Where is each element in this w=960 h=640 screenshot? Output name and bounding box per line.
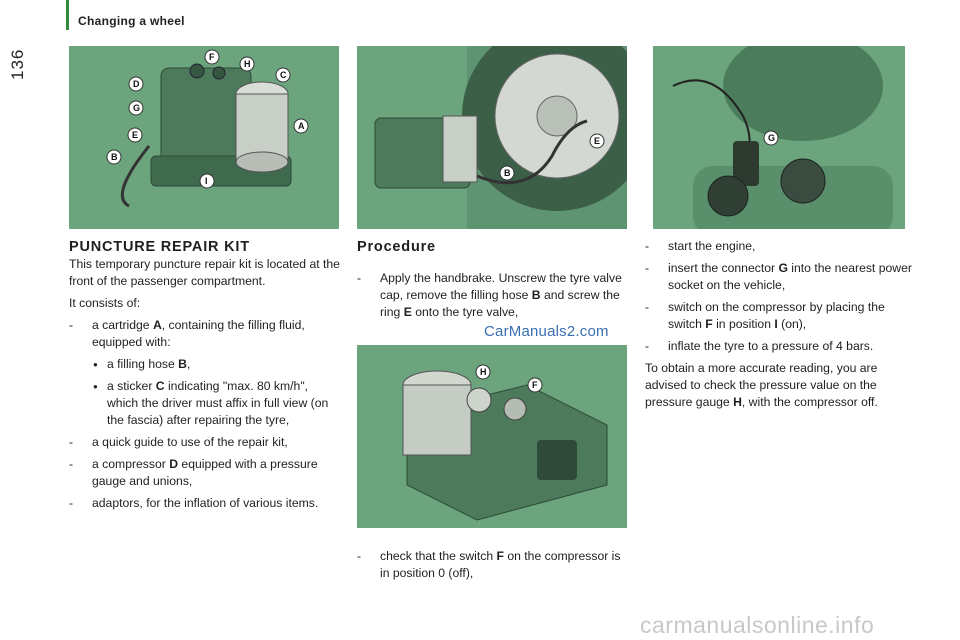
compressor-kit-illustration bbox=[69, 46, 339, 229]
list-item: - a quick guide to use of the repair kit, bbox=[69, 434, 341, 451]
list-item: ● a filling hose B, bbox=[69, 356, 341, 373]
wheel-hose-illustration bbox=[357, 46, 627, 229]
compressor-switch-illustration bbox=[357, 345, 627, 528]
svg-text:E: E bbox=[594, 136, 601, 146]
pressure-note: To obtain a more accurate reading, you are advised to check the pressure value on the pressure gauge H, with the compressor off. bbox=[645, 361, 878, 409]
watermark-link[interactable]: CarManuals2.com bbox=[484, 323, 609, 340]
procedure-steps-right bbox=[645, 238, 915, 416]
procedure-continued bbox=[357, 548, 627, 587]
figure-compressor-switch bbox=[357, 345, 627, 528]
list-item: - start the engine, bbox=[645, 238, 915, 255]
svg-text:D: D bbox=[133, 79, 140, 89]
procedure-title: Procedure bbox=[357, 239, 436, 255]
figure-compressor-kit bbox=[69, 46, 339, 229]
svg-text:B: B bbox=[504, 168, 511, 178]
procedure-section bbox=[357, 238, 627, 326]
kit-title: PUNCTURE REPAIR KIT bbox=[69, 239, 250, 255]
section-bar bbox=[66, 0, 69, 30]
svg-text:G: G bbox=[768, 133, 776, 143]
list-item: - insert the connector G into the nearest power socket on the vehicle, bbox=[645, 260, 915, 294]
power-socket-illustration bbox=[653, 46, 905, 229]
svg-text:C: C bbox=[280, 70, 287, 80]
section-header: Changing a wheel bbox=[78, 14, 185, 28]
page-number: 136 bbox=[8, 48, 27, 80]
svg-text:E: E bbox=[132, 130, 139, 140]
svg-text:H: H bbox=[244, 59, 251, 69]
svg-text:I: I bbox=[205, 176, 208, 186]
list-item: - Apply the handbrake. Unscrew the tyre valve cap, remove the filling hose B and screw the ring E onto the tyre valve, bbox=[357, 270, 627, 321]
kit-description bbox=[69, 238, 341, 517]
list-item: - a compressor D equipped with a pressure gauge and unions, bbox=[69, 456, 341, 490]
list-item: - switch on the compressor by placing the switch F in position I (on), bbox=[645, 299, 915, 333]
list-item: ● a sticker C indicating "max. 80 km/h", which the driver must affix in full view (on the fascia) after repairing the tyre, bbox=[69, 378, 341, 429]
list-item: - inflate the tyre to a pressure of 4 bars. bbox=[645, 338, 915, 355]
svg-text:G: G bbox=[133, 103, 141, 113]
svg-text:B: B bbox=[111, 152, 118, 162]
kit-consists: It consists of: bbox=[69, 296, 141, 310]
figure-wheel-hose bbox=[357, 46, 627, 229]
svg-text:F: F bbox=[209, 52, 215, 62]
kit-intro: This temporary puncture repair kit is located at the front of the passenger compartment. bbox=[69, 257, 340, 288]
list-item: - a cartridge A, containing the filling fluid, equipped with: bbox=[69, 317, 341, 351]
svg-text:A: A bbox=[298, 121, 305, 131]
footer-watermark[interactable]: carmanualsonline.info bbox=[640, 612, 875, 638]
list-item: - check that the switch F on the compressor is in position 0 (off), bbox=[357, 548, 627, 582]
list-item: - adaptors, for the inflation of various items. bbox=[69, 495, 341, 512]
figure-power-socket bbox=[653, 46, 905, 229]
svg-text:F: F bbox=[532, 380, 538, 390]
svg-text:H: H bbox=[480, 367, 487, 377]
